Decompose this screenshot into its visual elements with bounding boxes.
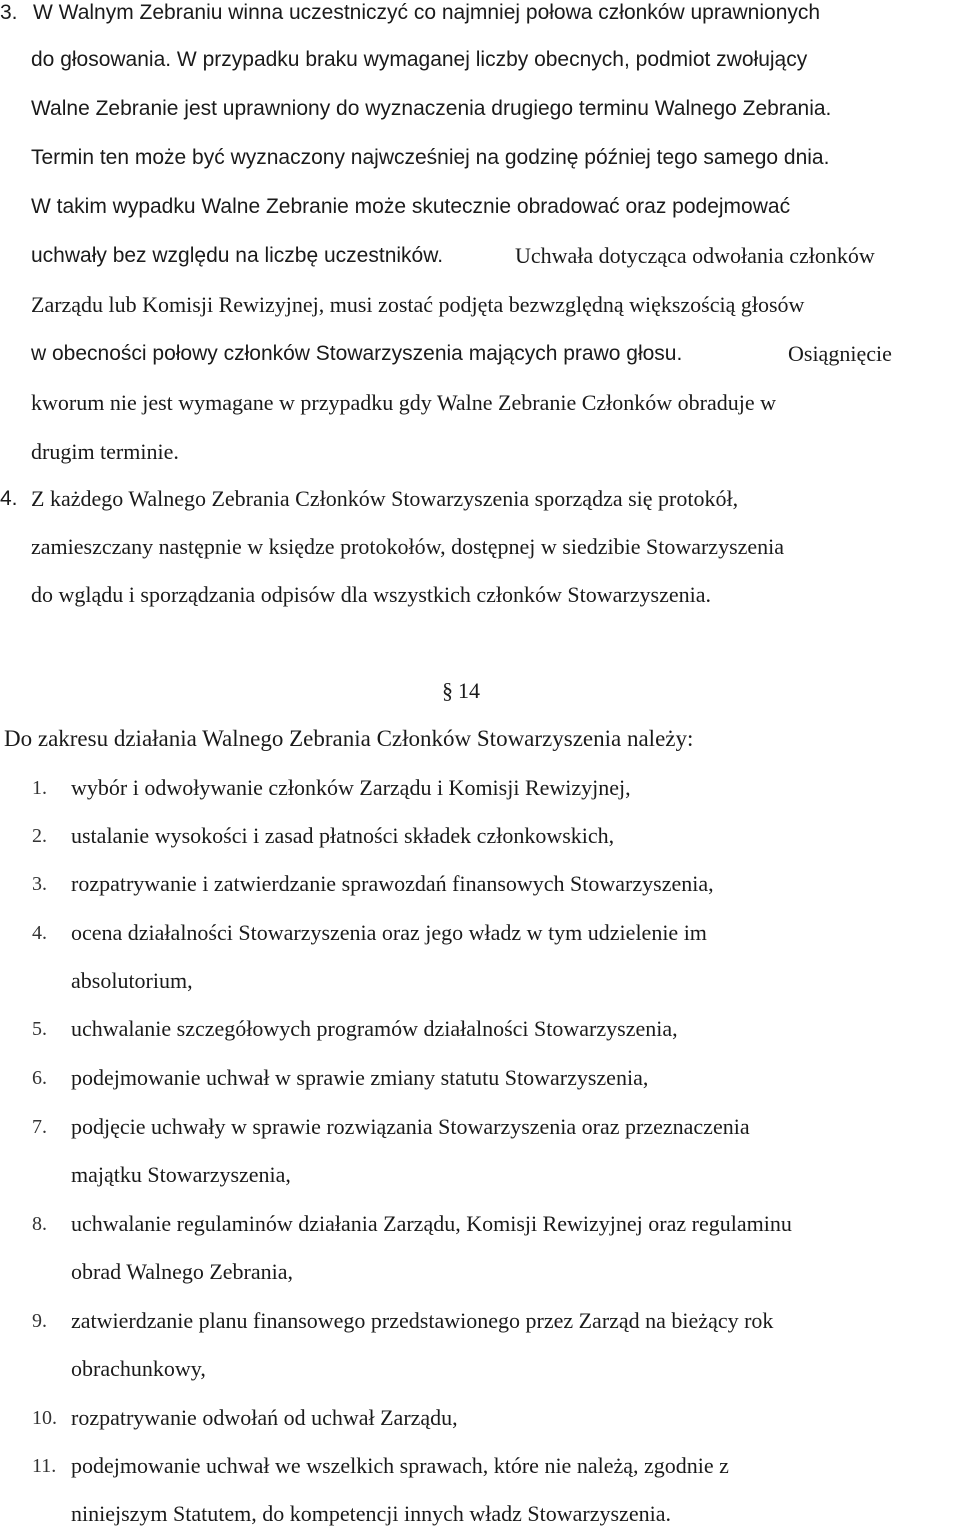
para3-text-line: Termin ten może być wyznaczony najwcześniej na godzinę później tego samego dnia.: [31, 146, 830, 169]
list-item-number: 3.: [32, 873, 47, 895]
para3-text-line: Uchwała dotycząca odwołania członków: [515, 243, 875, 268]
section-symbol: §: [442, 678, 453, 703]
para3-text-line: Walne Zebranie jest uprawniony do wyznaczenia drugiego terminu Walnego Zebrania.: [31, 97, 832, 120]
para3-text-line: W Walnym Zebraniu winna uczestniczyć co najmniej połowa członków uprawnionych: [33, 1, 821, 24]
para4-text-line: Z każdego Walnego Zebrania Członków Stowarzyszenia sporządza się protokół,: [31, 486, 739, 511]
list-item-text: podjęcie uchwały w sprawie rozwiązania Stowarzyszenia oraz przeznaczenia: [71, 1114, 750, 1139]
para4-text-line: do wglądu i sporządzania odpisów dla wszystkich członków Stowarzyszenia.: [31, 582, 711, 607]
list-item-text: ustalanie wysokości i zasad płatności składek członkowskich,: [71, 823, 615, 848]
section-number: 14: [458, 678, 480, 703]
para3-text-line: kworum nie jest wymagane w przypadku gdy Walne Zebranie Członków obraduje w: [31, 390, 777, 415]
para3-text-line: drugim terminie.: [31, 439, 179, 464]
list-item-text: podejmowanie uchwał we wszelkich sprawach, które nie należą, zgodnie z: [71, 1453, 729, 1478]
list-item-text: obrad Walnego Zebrania,: [71, 1259, 294, 1284]
list-item-number: 1.: [32, 777, 47, 799]
list-item-number: 2.: [32, 825, 47, 847]
list-item-text: rozpatrywanie i zatwierdzanie sprawozdań finansowych Stowarzyszenia,: [71, 871, 714, 896]
para3-text-line: uchwały bez względu na liczbę uczestników.: [31, 244, 444, 267]
list-item-text: absolutorium,: [71, 968, 193, 993]
para4-text-line: zamieszczany następnie w księdze protokołów, dostępnej w siedzibie Stowarzyszenia: [31, 534, 785, 559]
para3-text-line: do głosowania. W przypadku braku wymaganej liczby obecnych, podmiot zwołujący: [31, 48, 808, 71]
list-item-number: 11.: [32, 1455, 57, 1477]
list-item-text: niniejszym Statutem, do kompetencji innych władz Stowarzyszenia.: [71, 1501, 671, 1526]
list-item-number: 6.: [32, 1067, 47, 1089]
list-item-number: 8.: [32, 1213, 47, 1235]
list-item-text: obrachunkowy,: [71, 1356, 206, 1381]
list-item-text: uchwalanie szczegółowych programów działalności Stowarzyszenia,: [71, 1016, 678, 1041]
list-item-text: majątku Stowarzyszenia,: [71, 1162, 291, 1187]
para3-text-line: Zarządu lub Komisji Rewizyjnej, musi zostać podjęta bezwzględną większością głosów: [31, 292, 805, 317]
list-item-number: 5.: [32, 1018, 47, 1040]
para3-number: 3.: [0, 1, 18, 24]
list-item-number: 7.: [32, 1116, 47, 1138]
list-item-text: ocena działalności Stowarzyszenia oraz jego władz w tym udzielenie im: [71, 920, 707, 945]
para3-text-line: Osiągnięcie: [788, 341, 892, 366]
para4-number: 4.: [0, 487, 18, 510]
list-item-number: 10.: [32, 1407, 57, 1429]
section-intro: Do zakresu działania Walnego Zebrania Członków Stowarzyszenia należy:: [4, 726, 694, 751]
list-item-text: podejmowanie uchwał w sprawie zmiany statutu Stowarzyszenia,: [71, 1065, 649, 1090]
list-item-text: uchwalanie regulaminów działania Zarządu, Komisji Rewizyjnej oraz regulaminu: [71, 1211, 792, 1236]
list-item-text: rozpatrywanie odwołań od uchwał Zarządu,: [71, 1405, 458, 1430]
list-item-number: 9.: [32, 1310, 47, 1332]
section-heading: [442, 676, 492, 706]
para3-text-line: w obecności połowy członków Stowarzyszenia mających prawo głosu.: [31, 342, 683, 365]
list-item-text: wybór i odwoływanie członków Zarządu i Komisji Rewizyjnej,: [71, 775, 631, 800]
list-item-number: 4.: [32, 922, 47, 944]
para3-text-line: W takim wypadku Walne Zebranie może skutecznie obradować oraz podejmować: [31, 195, 791, 218]
list-item-text: zatwierdzanie planu finansowego przedstawionego przez Zarząd na bieżący rok: [71, 1308, 774, 1333]
